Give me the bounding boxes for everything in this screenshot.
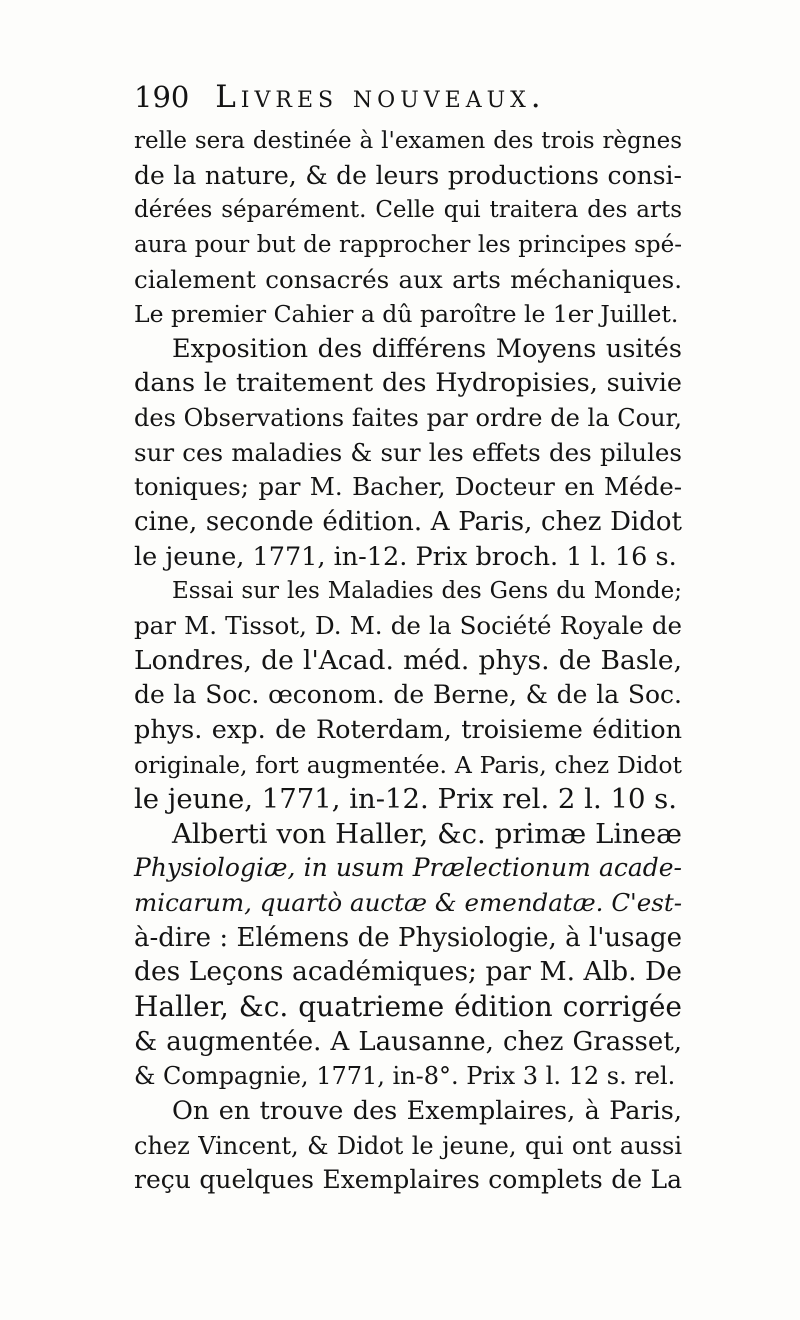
text-line: cine, seconde édition. A Paris, chez Didot — [134, 507, 682, 538]
text-line: On en trouve des Exemplaires, à Paris, — [172, 1095, 682, 1126]
text-line: par M. Tissot, D. M. de la Société Royale de — [134, 610, 682, 640]
text-line: micarum, quartò auctæ & emendatæ. C'est- — [134, 888, 682, 918]
running-title: Livres nouveaux. — [215, 79, 546, 115]
text-line: relle sera destinée à l'examen des trois règnes — [134, 128, 682, 154]
text-line: dans le traitement des Hydropisies, suivie — [134, 368, 682, 399]
text-line: chez Vincent, & Didot le jeune, qui ont aussi — [134, 1131, 682, 1160]
text-line: le jeune, 1771, in-12. Prix broch. 1 l. 16 s. — [134, 541, 677, 572]
text-line: de la Soc. œconom. de Berne, & de la Soc. — [134, 680, 682, 710]
text-line: Exposition des différens Moyens usités — [172, 333, 682, 364]
text-line: sur ces maladies & sur les effets des pilules — [134, 437, 682, 467]
text-line: reçu quelques Exemplaires complets de La — [134, 1165, 682, 1195]
text-line: Le premier Cahier a dû paroître le 1er Juillet. — [134, 300, 679, 329]
text-line: & augmentée. A Lausanne, chez Grasset, — [134, 1026, 682, 1057]
text-line: Alberti von Haller, &c. primæ Lineæ — [172, 817, 682, 850]
text-line: originale, fort augmentée. A Paris, chez Didot — [134, 750, 682, 779]
page-header — [134, 72, 674, 122]
page-number: 190 — [134, 80, 190, 114]
text-line: dérées séparément. Celle qui traitera des arts — [134, 197, 682, 224]
text-line: & Compagnie, 1771, in-8°. Prix 3 l. 12 s. rel. — [134, 1062, 676, 1091]
text-line: aura pour but de rapprocher les principes spé- — [134, 231, 682, 258]
text-line: Haller, &c. quatrieme édition corrigée — [134, 990, 682, 1024]
text-line: cialement consacrés aux arts méchaniques. — [134, 264, 682, 294]
body-text — [134, 124, 682, 1198]
text-line: Physiologiæ, in usum Prælectionum acade- — [134, 853, 682, 883]
text-line: de la nature, & de leurs productions consi- — [134, 160, 682, 190]
text-line: des Leçons académiques; par M. Alb. De — [134, 956, 682, 988]
text-line: le jeune, 1771, in-12. Prix rel. 2 l. 10 s. — [134, 783, 678, 816]
text-line: Londres, de l'Acad. méd. phys. de Basle, — [134, 644, 682, 676]
text-line: phys. exp. de Roterdam, troisieme édition — [134, 714, 682, 745]
text-line: à-dire : Elémens de Physiologie, à l'usage — [134, 922, 682, 953]
text-line: Essai sur les Maladies des Gens du Monde; — [172, 578, 682, 605]
text-line: des Observations faites par ordre de la Cour, — [134, 404, 682, 433]
text-line: toniques; par M. Bacher, Docteur en Méde- — [134, 472, 682, 502]
